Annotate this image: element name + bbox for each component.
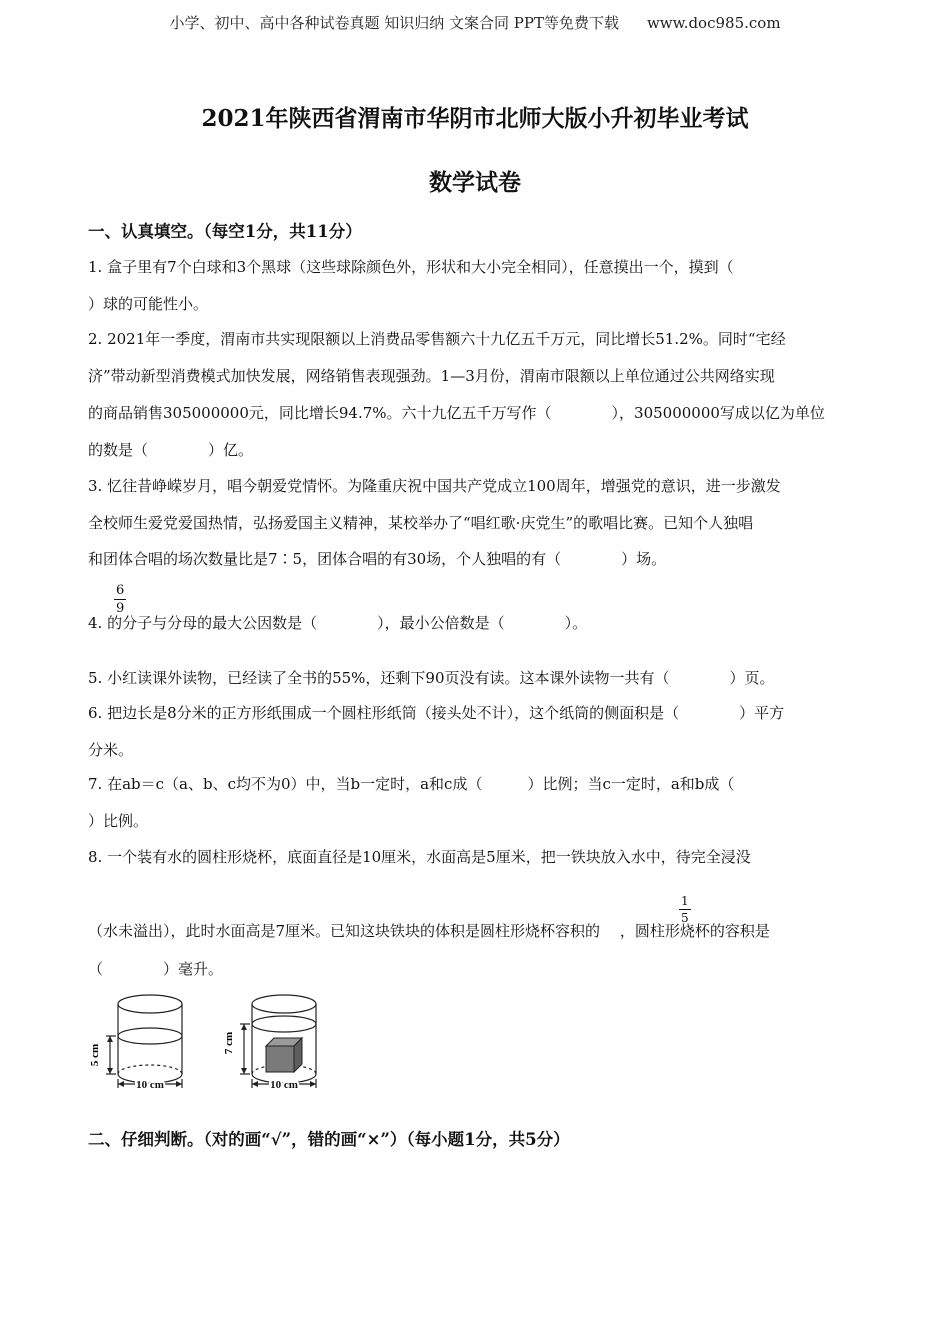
left-height-label: 5 cm — [89, 1043, 101, 1067]
right-water-surface — [252, 1016, 316, 1032]
q4-numerator: 6 — [116, 583, 125, 598]
q8-line1: 8. 一个装有水的圆柱形烧杯，底面直径是10厘米，水面高是5厘米，把一铁块放入水中，待完全浸没 — [88, 848, 751, 866]
q7-line1: 7. 在ab＝c（a、b、c均不为0）中，当b一定时，a和c成（ ）比例；当c一定时，a和b成（ — [88, 775, 735, 793]
site-header — [0, 12, 950, 33]
left-cylinder — [106, 995, 182, 1088]
q2-line1: 2. 2021年一季度，渭南市共实现限额以上消费品零售额六十九亿五千万元，同比增长51.2%。同时“宅经 — [88, 330, 786, 348]
q6-line2: 分米。 — [88, 741, 134, 759]
q6-line1: 6. 把边长是8分米的正方形纸围成一个圆柱形纸筒（接头处不计），这个纸筒的侧面积是（ ）平方 — [88, 704, 785, 722]
iron-block — [266, 1038, 302, 1072]
q1-line2: ）球的可能性小。 — [88, 295, 209, 313]
header-url[interactable]: www.doc985.com — [646, 14, 781, 32]
left-water-surface — [118, 1028, 182, 1044]
q7-line2: ）比例。 — [88, 812, 149, 830]
q5-line1: 5. 小红读课外读物，已经读了全书的55%，还剩下90页没有读。这本课外读物一共有（ ）页。 — [88, 669, 775, 687]
header-text: 小学、初中、高中各种试卷真题 知识归纳 文案合同 PPT等免费下载 — [169, 14, 619, 32]
section1-heading: 一、认真填空。（每空1分，共11分） — [88, 222, 362, 241]
q3-line1: 3. 忆往昔峥嵘岁月，唱今朝爱党情怀。为隆重庆祝中国共产党成立100周年，增强党的意识，进一步激发 — [88, 477, 781, 495]
section2-heading: 二、仔细判断。（对的画“√”，错的画“×”）（每小题1分，共5分） — [88, 1130, 570, 1149]
q2-line2: 济”带动新型消费模式加快发展，网络销售表现强劲。1—3月份，渭南市限额以上单位通过公共网络实现 — [88, 367, 775, 385]
cylinder-figures — [86, 988, 346, 1098]
q8-line2: （水未溢出），此时水面高是7厘米。已知这块铁块的体积是圆柱形烧杯容积的 ，圆柱形烧杯的容积是 — [88, 922, 770, 940]
q3-line2: 全校师生爱党爱国热情，弘扬爱国主义精神，某校举办了“唱红歌·庆党生”的歌唱比赛。已知个人独唱 — [88, 514, 754, 532]
right-top-rim — [252, 995, 316, 1013]
q1-line1: 1. 盒子里有7个白球和3个黑球（这些球除颜色外，形状和大小完全相同），任意摸出一个，摸到（ — [88, 258, 734, 276]
exam-title: 2021年陕西省渭南市华阴市北师大版小升初毕业考试 — [201, 105, 749, 132]
q2-line4: 的数是（ ）亿。 — [88, 441, 254, 459]
q8-denominator: 5 — [681, 911, 689, 925]
right-diameter-label: 10 cm — [270, 1079, 298, 1091]
q2-line3: 的商品销售305000000元，同比增长94.7%。六十九亿五千万写作（ ），305000000写成以亿为单位 — [88, 404, 825, 422]
right-height-label: 7 cm — [223, 1031, 235, 1055]
q4-denominator: 9 — [116, 601, 125, 616]
left-diameter-label: 10 cm — [136, 1079, 164, 1091]
left-top-rim — [118, 995, 182, 1013]
exam-subtitle: 数学试卷 — [429, 169, 521, 196]
q8-line3: （ ）毫升。 — [88, 960, 224, 978]
q3-line3: 和团体合唱的场次数量比是7∶5，团体合唱的有30场，个人独唱的有（ ）场。 — [88, 550, 667, 568]
q8-numerator: 1 — [681, 894, 689, 908]
q4-fraction — [114, 584, 126, 615]
q4-line1: 4. 的分子与分母的最大公因数是（ ），最小公倍数是（ ）。 — [88, 614, 588, 632]
